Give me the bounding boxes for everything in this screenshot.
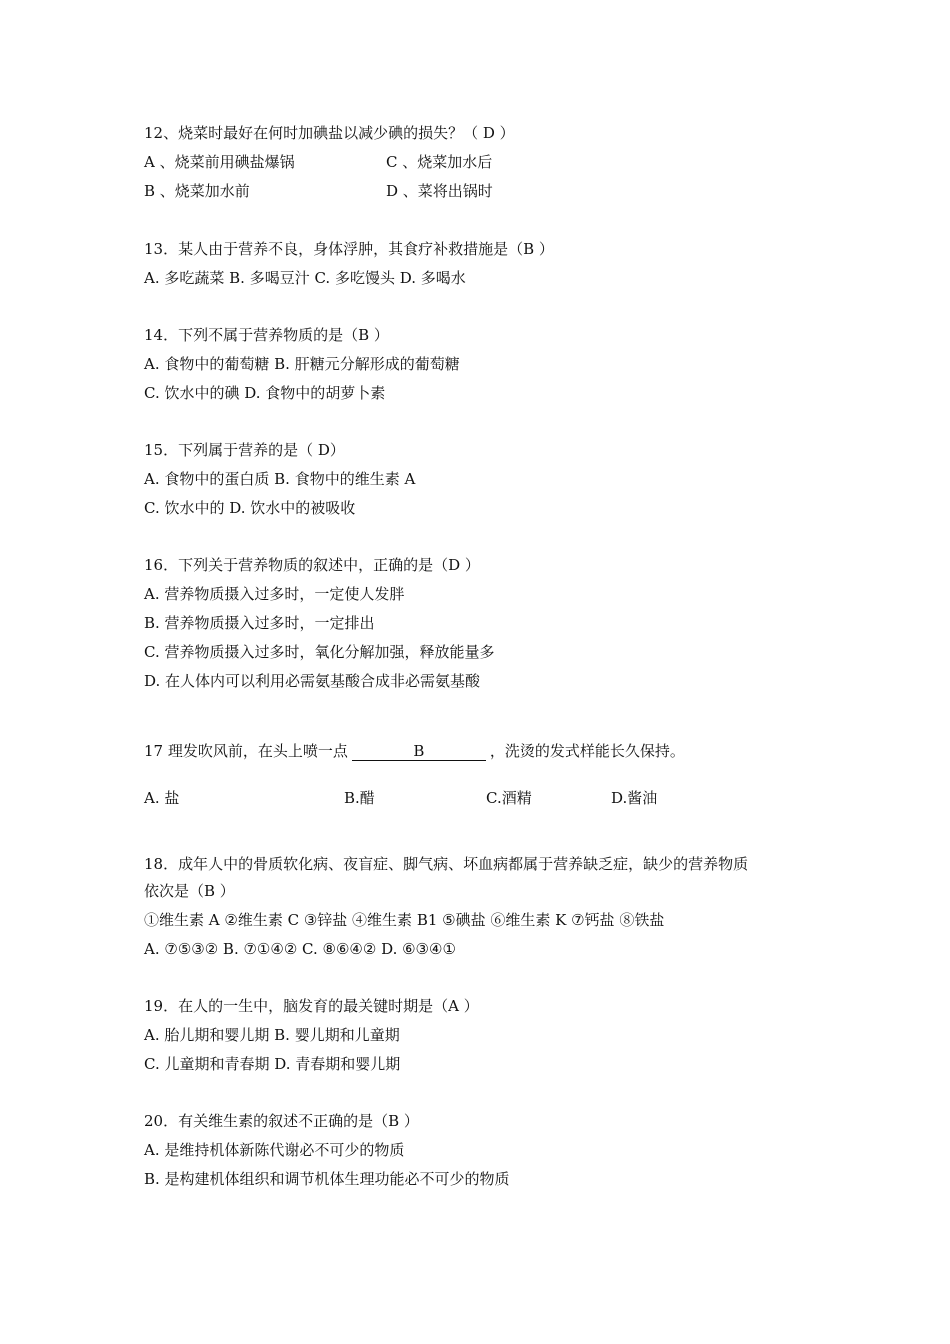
q12-option-b: B 、烧菜加水前 <box>144 182 250 200</box>
q17-option-d: D.酱油 <box>611 789 658 807</box>
q14-stem: 14．下列不属于营养物质的是（B ） <box>144 326 389 344</box>
q15-options-line1: A. 食物中的蛋白质 B. 食物中的维生素 A <box>144 470 416 488</box>
q18-stem-line2: 依次是（B ） <box>144 882 235 900</box>
q17-option-b: B.醋 <box>344 789 375 807</box>
q14-options-line2: C. 饮水中的碘 D. 食物中的胡萝卜素 <box>144 384 386 402</box>
q16-stem: 16．下列关于营养物质的叙述中，正确的是（D ） <box>144 556 480 574</box>
q12-stem: 12、烧菜时最好在何时加碘盐以减少碘的损失？（ D ） <box>144 124 515 142</box>
q19-stem: 19．在人的一生中，脑发育的最关键时期是（A ） <box>144 997 479 1015</box>
q12-option-a: A 、烧菜前用碘盐爆锅 <box>144 153 295 171</box>
q16-option-c: C. 营养物质摄入过多时，氧化分解加强，释放能量多 <box>144 643 495 661</box>
q18-stem-line1: 18．成年人中的骨质软化病、夜盲症、脚气病、坏血病都属于营养缺乏症，缺少的营养物质 <box>144 855 749 873</box>
q17-answer-blank: B <box>352 742 486 761</box>
q12-option-c: C 、烧菜加水后 <box>386 153 493 171</box>
q17-option-c: C.酒精 <box>486 789 532 807</box>
q15-stem: 15．下列属于营养的是（ D） <box>144 441 345 459</box>
q13-stem: 13．某人由于营养不良，身体浮肿，其食疗补救措施是（B ） <box>144 240 554 258</box>
q17-stem-after: ，洗烫的发式样能长久保持。 <box>489 742 685 760</box>
q12-option-d: D 、菜将出锅时 <box>386 182 493 200</box>
q19-options-line2: C. 儿童期和青春期 D. 青春期和婴儿期 <box>144 1055 401 1073</box>
q15-options-line2: C. 饮水中的 D. 饮水中的被吸收 <box>144 499 356 517</box>
q20-option-a: A. 是维持机体新陈代谢必不可少的物质 <box>144 1141 405 1159</box>
q20-stem: 20．有关维生素的叙述不正确的是（B ） <box>144 1112 419 1130</box>
q18-items: ①维生素 A ②维生素 C ③锌盐 ④维生素 B1 ⑤碘盐 ⑥维生素 K ⑦钙盐 ⑧铁盐 <box>144 911 665 929</box>
q17-stem <box>144 741 685 761</box>
q16-option-b: B. 营养物质摄入过多时，一定排出 <box>144 614 375 632</box>
q16-option-d: D. 在人体内可以利用必需氨基酸合成非必需氨基酸 <box>144 672 481 690</box>
q18-options: A. ⑦⑤③② B. ⑦①④② C. ⑧⑥④② D. ⑥③④① <box>144 940 456 958</box>
q17-option-a: A. 盐 <box>144 789 180 807</box>
q13-options: A. 多吃蔬菜 B. 多喝豆汁 C. 多吃馒头 D. 多喝水 <box>144 269 466 287</box>
q16-option-a: A. 营养物质摄入过多时，一定使人发胖 <box>144 585 405 603</box>
q20-option-b: B. 是构建机体组织和调节机体生理功能必不可少的物质 <box>144 1170 510 1188</box>
q19-options-line1: A. 胎儿期和婴儿期 B. 婴儿期和儿童期 <box>144 1026 400 1044</box>
q17-stem-before: 17 理发吹风前，在头上喷一点 <box>144 742 348 760</box>
q14-options-line1: A. 食物中的葡萄糖 B. 肝糖元分解形成的葡萄糖 <box>144 355 460 373</box>
